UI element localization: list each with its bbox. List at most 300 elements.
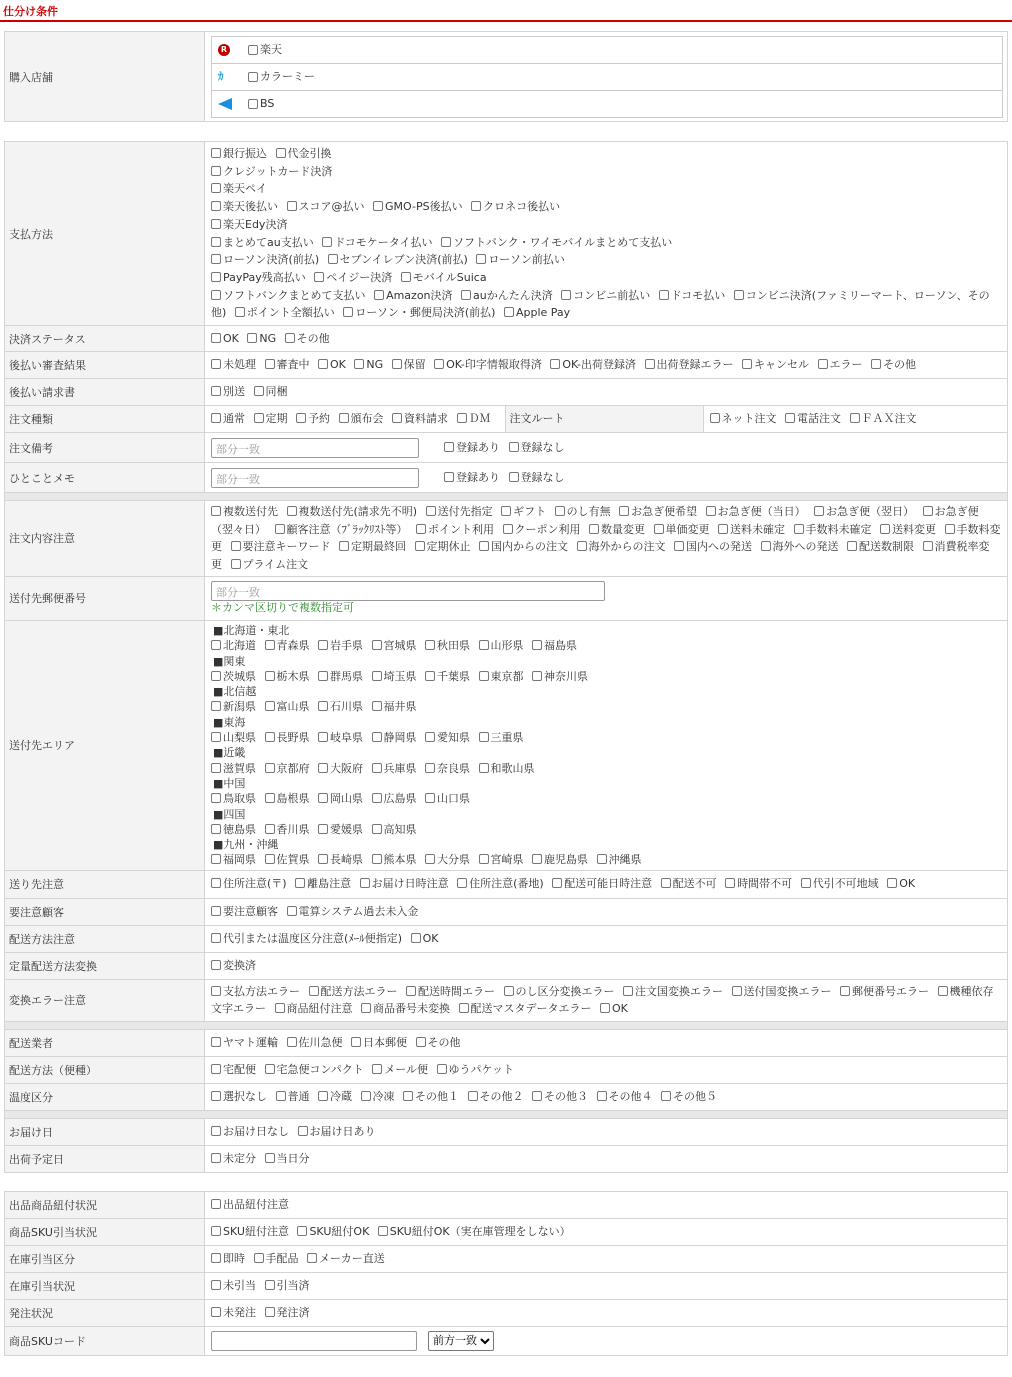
checkbox-option[interactable] xyxy=(231,540,331,553)
checkbox-option[interactable] xyxy=(425,792,470,805)
checkbox-option[interactable] xyxy=(623,985,723,998)
checkbox-option[interactable] xyxy=(211,877,287,890)
checkbox[interactable] xyxy=(785,413,795,423)
checkbox-option[interactable] xyxy=(814,505,914,518)
checkbox[interactable] xyxy=(425,793,435,803)
checkbox-option[interactable] xyxy=(322,236,432,249)
checkbox-option[interactable] xyxy=(211,236,314,249)
checkbox[interactable] xyxy=(265,1280,275,1290)
checkbox[interactable] xyxy=(600,1003,610,1013)
checkbox[interactable] xyxy=(318,640,328,650)
checkbox[interactable] xyxy=(265,793,275,803)
checkbox-option[interactable] xyxy=(351,1036,407,1049)
checkbox-option[interactable] xyxy=(479,639,524,652)
sku-code-input[interactable] xyxy=(211,1331,417,1351)
checkbox[interactable] xyxy=(532,1091,542,1101)
checkbox[interactable] xyxy=(372,701,382,711)
checkbox-option[interactable] xyxy=(459,1002,592,1015)
checkbox[interactable] xyxy=(295,878,305,888)
checkbox[interactable] xyxy=(287,506,297,516)
checkbox-option[interactable] xyxy=(287,1036,343,1049)
checkbox-option[interactable] xyxy=(818,358,863,371)
checkbox-option[interactable] xyxy=(425,670,470,683)
checkbox-option[interactable] xyxy=(589,523,645,536)
checkbox-option[interactable] xyxy=(211,1252,245,1265)
checkbox[interactable] xyxy=(265,763,275,773)
checkbox[interactable] xyxy=(425,732,435,742)
checkbox-option[interactable] xyxy=(287,905,419,918)
checkbox-option[interactable] xyxy=(211,253,319,266)
checkbox[interactable] xyxy=(372,640,382,650)
checkbox-option[interactable] xyxy=(411,932,439,945)
checkbox[interactable] xyxy=(276,148,286,158)
checkbox[interactable] xyxy=(457,413,467,423)
checkbox-option[interactable] xyxy=(732,985,832,998)
checkbox[interactable] xyxy=(265,824,275,834)
checkbox-option[interactable] xyxy=(318,1090,352,1103)
checkbox-option[interactable] xyxy=(444,471,500,484)
checkbox-option[interactable] xyxy=(287,200,365,213)
checkbox-option[interactable] xyxy=(661,1090,717,1103)
checkbox-option[interactable] xyxy=(887,877,915,890)
checkbox[interactable] xyxy=(211,933,221,943)
checkbox-option[interactable] xyxy=(550,358,636,371)
checkbox[interactable] xyxy=(265,359,275,369)
checkbox-option[interactable] xyxy=(504,985,615,998)
checkbox[interactable] xyxy=(211,854,221,864)
checkbox[interactable] xyxy=(211,201,221,211)
checkbox[interactable] xyxy=(654,524,664,534)
checkbox[interactable] xyxy=(211,1153,221,1163)
checkbox[interactable] xyxy=(880,524,890,534)
checkbox[interactable] xyxy=(354,359,364,369)
checkbox-option[interactable] xyxy=(457,877,544,890)
checkbox[interactable] xyxy=(211,290,221,300)
checkbox[interactable] xyxy=(459,1003,469,1013)
checkbox[interactable] xyxy=(211,1064,221,1074)
checkbox[interactable] xyxy=(309,986,319,996)
checkbox-option[interactable] xyxy=(211,182,267,195)
checkbox[interactable] xyxy=(476,254,486,264)
checkbox-option[interactable] xyxy=(265,358,310,371)
checkbox[interactable] xyxy=(645,359,655,369)
checkbox[interactable] xyxy=(211,1199,221,1209)
checkbox-option[interactable] xyxy=(661,877,717,890)
checkbox[interactable] xyxy=(235,307,245,317)
checkbox[interactable] xyxy=(923,541,933,551)
checkbox-option[interactable] xyxy=(307,1252,385,1265)
checkbox-option[interactable] xyxy=(509,441,565,454)
checkbox-option[interactable] xyxy=(211,218,287,231)
checkbox-option[interactable] xyxy=(416,1036,461,1049)
checkbox[interactable] xyxy=(298,1126,308,1136)
checkbox-option[interactable] xyxy=(401,271,487,284)
checkbox-option[interactable] xyxy=(211,1225,289,1238)
checkbox[interactable] xyxy=(661,1091,671,1101)
checkbox[interactable] xyxy=(254,386,264,396)
checkbox-option[interactable] xyxy=(479,762,535,775)
checkbox[interactable] xyxy=(318,824,328,834)
checkbox[interactable] xyxy=(275,524,285,534)
checkbox-option[interactable] xyxy=(211,1152,256,1165)
checkbox[interactable] xyxy=(425,854,435,864)
checkbox-option[interactable] xyxy=(794,523,872,536)
checkbox[interactable] xyxy=(254,1253,264,1263)
sku-match-select[interactable] xyxy=(428,1331,494,1351)
checkbox-option[interactable] xyxy=(318,823,363,836)
checkbox[interactable] xyxy=(211,359,221,369)
checkbox-option[interactable] xyxy=(211,271,306,284)
checkbox-option[interactable] xyxy=(840,985,929,998)
checkbox[interactable] xyxy=(211,219,221,229)
checkbox[interactable] xyxy=(322,237,332,247)
checkbox-option[interactable] xyxy=(434,358,542,371)
checkbox[interactable] xyxy=(441,237,451,247)
checkbox-option[interactable] xyxy=(276,1090,310,1103)
checkbox[interactable] xyxy=(276,1091,286,1101)
checkbox-option[interactable] xyxy=(309,985,398,998)
checkbox-option[interactable] xyxy=(265,762,310,775)
checkbox-option[interactable] xyxy=(211,1090,267,1103)
checkbox-option[interactable] xyxy=(503,523,581,536)
checkbox-option[interactable] xyxy=(211,1125,289,1138)
checkbox[interactable] xyxy=(416,524,426,534)
checkbox-option[interactable] xyxy=(372,792,417,805)
checkbox-option[interactable] xyxy=(211,853,256,866)
checkbox[interactable] xyxy=(718,524,728,534)
checkbox[interactable] xyxy=(287,906,297,916)
checkbox[interactable] xyxy=(211,254,221,264)
checkbox-option[interactable] xyxy=(645,358,734,371)
checkbox-option[interactable] xyxy=(265,792,310,805)
checkbox[interactable] xyxy=(318,1091,328,1101)
checkbox[interactable] xyxy=(416,1037,426,1047)
checkbox-option[interactable] xyxy=(265,700,310,713)
checkbox[interactable] xyxy=(318,701,328,711)
checkbox-option[interactable] xyxy=(416,523,494,536)
checkbox-option[interactable] xyxy=(425,639,470,652)
checkbox-option[interactable] xyxy=(725,877,792,890)
checkbox-option[interactable] xyxy=(509,471,565,484)
checkbox-option[interactable] xyxy=(265,823,310,836)
checkbox[interactable] xyxy=(351,1037,361,1047)
checkbox-option[interactable] xyxy=(392,358,426,371)
checkbox[interactable] xyxy=(287,201,297,211)
checkbox[interactable] xyxy=(211,793,221,803)
checkbox-option[interactable] xyxy=(441,236,672,249)
checkbox-option[interactable] xyxy=(373,200,463,213)
checkbox[interactable] xyxy=(425,763,435,773)
checkbox[interactable] xyxy=(444,442,454,452)
checkbox[interactable] xyxy=(742,359,752,369)
checkbox[interactable] xyxy=(314,272,324,282)
checkbox[interactable] xyxy=(372,793,382,803)
checkbox[interactable] xyxy=(945,524,955,534)
checkbox[interactable] xyxy=(211,183,221,193)
checkbox-option[interactable] xyxy=(406,985,495,998)
checkbox[interactable] xyxy=(597,1091,607,1101)
checkbox[interactable] xyxy=(710,413,720,423)
checkbox-option[interactable] xyxy=(318,358,346,371)
checkbox[interactable] xyxy=(847,541,857,551)
checkbox-option[interactable] xyxy=(710,412,777,425)
checkbox[interactable] xyxy=(373,201,383,211)
checkbox-option[interactable] xyxy=(296,412,330,425)
checkbox-option[interactable] xyxy=(254,412,288,425)
checkbox-option[interactable] xyxy=(501,505,546,518)
checkbox[interactable] xyxy=(659,290,669,300)
checkbox-option[interactable] xyxy=(372,639,417,652)
checkbox[interactable] xyxy=(254,413,264,423)
checkbox-option[interactable] xyxy=(847,540,914,553)
checkbox[interactable] xyxy=(479,541,489,551)
checkbox[interactable] xyxy=(550,359,560,369)
checkbox[interactable] xyxy=(343,307,353,317)
checkbox[interactable] xyxy=(425,640,435,650)
checkbox[interactable] xyxy=(211,671,221,681)
checkbox[interactable] xyxy=(211,148,221,158)
checkbox-option[interactable] xyxy=(479,853,524,866)
checkbox-option[interactable] xyxy=(211,200,278,213)
checkbox-option[interactable] xyxy=(211,1036,278,1049)
checkbox[interactable] xyxy=(211,732,221,742)
checkbox[interactable] xyxy=(211,701,221,711)
checkbox-option[interactable] xyxy=(577,540,666,553)
checkbox[interactable] xyxy=(589,524,599,534)
checkbox[interactable] xyxy=(761,541,771,551)
checkbox-option[interactable] xyxy=(372,762,417,775)
checkbox[interactable] xyxy=(661,878,671,888)
checkbox-option[interactable] xyxy=(328,253,468,266)
checkbox[interactable] xyxy=(307,1253,317,1263)
zip-input[interactable]: 部分一致 xyxy=(211,581,605,601)
checkbox-option[interactable] xyxy=(297,1225,369,1238)
order-note-input[interactable]: 部分一致 xyxy=(211,438,419,458)
checkbox-option[interactable] xyxy=(295,877,351,890)
checkbox[interactable] xyxy=(211,1126,221,1136)
checkbox[interactable] xyxy=(265,854,275,864)
checkbox[interactable] xyxy=(372,854,382,864)
checkbox-option[interactable] xyxy=(211,792,256,805)
checkbox-option[interactable] xyxy=(479,731,524,744)
checkbox-option[interactable] xyxy=(880,523,936,536)
checkbox[interactable] xyxy=(532,854,542,864)
checkbox[interactable] xyxy=(231,541,241,551)
checkbox-option[interactable] xyxy=(211,905,278,918)
checkbox-option[interactable] xyxy=(211,358,256,371)
checkbox-option[interactable] xyxy=(850,412,917,425)
checkbox-option[interactable] xyxy=(211,1306,256,1319)
checkbox-option[interactable] xyxy=(235,306,335,319)
checkbox-option[interactable] xyxy=(339,412,384,425)
checkbox[interactable] xyxy=(734,290,744,300)
checkbox[interactable] xyxy=(372,671,382,681)
checkbox-option[interactable] xyxy=(361,1090,395,1103)
checkbox[interactable] xyxy=(597,854,607,864)
checkbox[interactable] xyxy=(619,506,629,516)
checkbox-option[interactable] xyxy=(461,289,553,302)
checkbox[interactable] xyxy=(211,272,221,282)
checkbox-option[interactable] xyxy=(674,540,752,553)
checkbox[interactable] xyxy=(231,559,241,569)
checkbox[interactable] xyxy=(211,763,221,773)
checkbox-option[interactable] xyxy=(318,700,363,713)
checkbox-option[interactable] xyxy=(532,853,588,866)
checkbox[interactable] xyxy=(211,986,221,996)
checkbox[interactable] xyxy=(479,671,489,681)
checkbox-option[interactable] xyxy=(211,731,256,744)
checkbox[interactable] xyxy=(211,1037,221,1047)
checkbox-option[interactable] xyxy=(597,853,642,866)
checkbox-option[interactable] xyxy=(555,505,611,518)
checkbox[interactable] xyxy=(509,442,519,452)
checkbox[interactable] xyxy=(211,386,221,396)
checkbox-option[interactable] xyxy=(318,853,363,866)
checkbox-option[interactable] xyxy=(801,877,879,890)
checkbox[interactable] xyxy=(248,45,258,55)
checkbox-option[interactable] xyxy=(444,441,500,454)
checkbox-option[interactable] xyxy=(265,1152,310,1165)
checkbox-option[interactable] xyxy=(654,523,710,536)
checkbox-option[interactable] xyxy=(552,877,652,890)
checkbox-option[interactable] xyxy=(211,762,256,775)
checkbox-option[interactable] xyxy=(298,1125,376,1138)
checkbox[interactable] xyxy=(437,1064,447,1074)
checkbox[interactable] xyxy=(211,237,221,247)
checkbox[interactable] xyxy=(211,1253,221,1263)
checkbox-option[interactable] xyxy=(619,505,697,518)
checkbox-option[interactable] xyxy=(247,332,276,345)
checkbox-option[interactable] xyxy=(372,670,417,683)
checkbox-option[interactable] xyxy=(276,147,332,160)
checkbox[interactable] xyxy=(732,986,742,996)
checkbox[interactable] xyxy=(265,640,275,650)
checkbox[interactable] xyxy=(287,1037,297,1047)
checkbox[interactable] xyxy=(318,671,328,681)
checkbox-option[interactable] xyxy=(211,385,245,398)
checkbox[interactable] xyxy=(211,1091,221,1101)
checkbox-option[interactable] xyxy=(318,792,363,805)
checkbox-option[interactable] xyxy=(265,670,310,683)
checkbox-option[interactable] xyxy=(479,670,524,683)
checkbox-option[interactable] xyxy=(211,823,256,836)
checkbox-option[interactable] xyxy=(659,289,726,302)
checkbox-option[interactable] xyxy=(378,1225,571,1238)
checkbox[interactable] xyxy=(211,1280,221,1290)
checkbox-option[interactable] xyxy=(742,358,809,371)
checkbox-option[interactable] xyxy=(211,1063,256,1076)
checkbox[interactable] xyxy=(265,1064,275,1074)
checkbox-option[interactable] xyxy=(374,289,452,302)
checkbox-option[interactable] xyxy=(211,985,300,998)
checkbox-option[interactable] xyxy=(437,1063,514,1076)
checkbox[interactable] xyxy=(211,333,221,343)
checkbox-option[interactable] xyxy=(211,289,366,302)
checkbox[interactable] xyxy=(509,472,519,482)
checkbox-option[interactable] xyxy=(426,505,493,518)
checkbox-option[interactable] xyxy=(706,505,806,518)
checkbox[interactable] xyxy=(374,290,384,300)
checkbox-option[interactable] xyxy=(318,670,363,683)
checkbox-option[interactable] xyxy=(314,271,392,284)
checkbox[interactable] xyxy=(211,506,221,516)
checkbox-option[interactable] xyxy=(343,306,495,319)
checkbox[interactable] xyxy=(555,506,565,516)
checkbox-option[interactable] xyxy=(231,558,309,571)
checkbox[interactable] xyxy=(479,640,489,650)
checkbox[interactable] xyxy=(887,878,897,888)
checkbox[interactable] xyxy=(501,506,511,516)
checkbox[interactable] xyxy=(532,640,542,650)
checkbox[interactable] xyxy=(577,541,587,551)
checkbox[interactable] xyxy=(318,854,328,864)
checkbox[interactable] xyxy=(504,986,514,996)
checkbox-option[interactable] xyxy=(504,306,570,319)
checkbox[interactable] xyxy=(265,732,275,742)
checkbox[interactable] xyxy=(211,1307,221,1317)
checkbox[interactable] xyxy=(265,1153,275,1163)
checkbox[interactable] xyxy=(392,359,402,369)
checkbox-option[interactable] xyxy=(871,358,916,371)
checkbox-option[interactable] xyxy=(318,731,363,744)
checkbox[interactable] xyxy=(211,906,221,916)
checkbox-option[interactable] xyxy=(287,505,418,518)
checkbox-option[interactable] xyxy=(761,540,839,553)
checkbox[interactable] xyxy=(871,359,881,369)
checkbox[interactable] xyxy=(425,671,435,681)
checkbox-option[interactable] xyxy=(265,853,310,866)
checkbox[interactable] xyxy=(411,933,421,943)
checkbox[interactable] xyxy=(426,506,436,516)
checkbox-option[interactable] xyxy=(211,332,239,345)
checkbox[interactable] xyxy=(265,1307,275,1317)
checkbox[interactable] xyxy=(361,1091,371,1101)
checkbox[interactable] xyxy=(840,986,850,996)
checkbox[interactable] xyxy=(248,99,258,109)
checkbox-option[interactable] xyxy=(265,1063,364,1076)
checkbox[interactable] xyxy=(318,359,328,369)
checkbox-option[interactable] xyxy=(392,412,448,425)
checkbox-option[interactable] xyxy=(265,1306,310,1319)
checkbox-option[interactable] xyxy=(372,823,417,836)
checkbox[interactable] xyxy=(503,524,513,534)
checkbox[interactable] xyxy=(674,541,684,551)
checkbox[interactable] xyxy=(794,524,804,534)
checkbox[interactable] xyxy=(561,290,571,300)
checkbox[interactable] xyxy=(211,413,221,423)
checkbox[interactable] xyxy=(328,254,338,264)
checkbox-option[interactable] xyxy=(479,540,568,553)
checkbox[interactable] xyxy=(318,732,328,742)
checkbox[interactable] xyxy=(938,986,948,996)
checkbox[interactable] xyxy=(275,1003,285,1013)
checkbox-option[interactable] xyxy=(318,762,363,775)
checkbox[interactable] xyxy=(706,506,716,516)
checkbox-option[interactable] xyxy=(532,1090,588,1103)
checkbox[interactable] xyxy=(471,201,481,211)
checkbox-option[interactable] xyxy=(285,332,330,345)
checkbox-option[interactable] xyxy=(211,1198,289,1211)
checkbox[interactable] xyxy=(211,640,221,650)
checkbox[interactable] xyxy=(457,878,467,888)
checkbox[interactable] xyxy=(468,1091,478,1101)
checkbox-option[interactable] xyxy=(372,700,417,713)
checkbox[interactable] xyxy=(479,763,489,773)
checkbox[interactable] xyxy=(372,1064,382,1074)
checkbox-option[interactable] xyxy=(471,200,560,213)
checkbox[interactable] xyxy=(372,763,382,773)
checkbox-option[interactable] xyxy=(476,253,565,266)
